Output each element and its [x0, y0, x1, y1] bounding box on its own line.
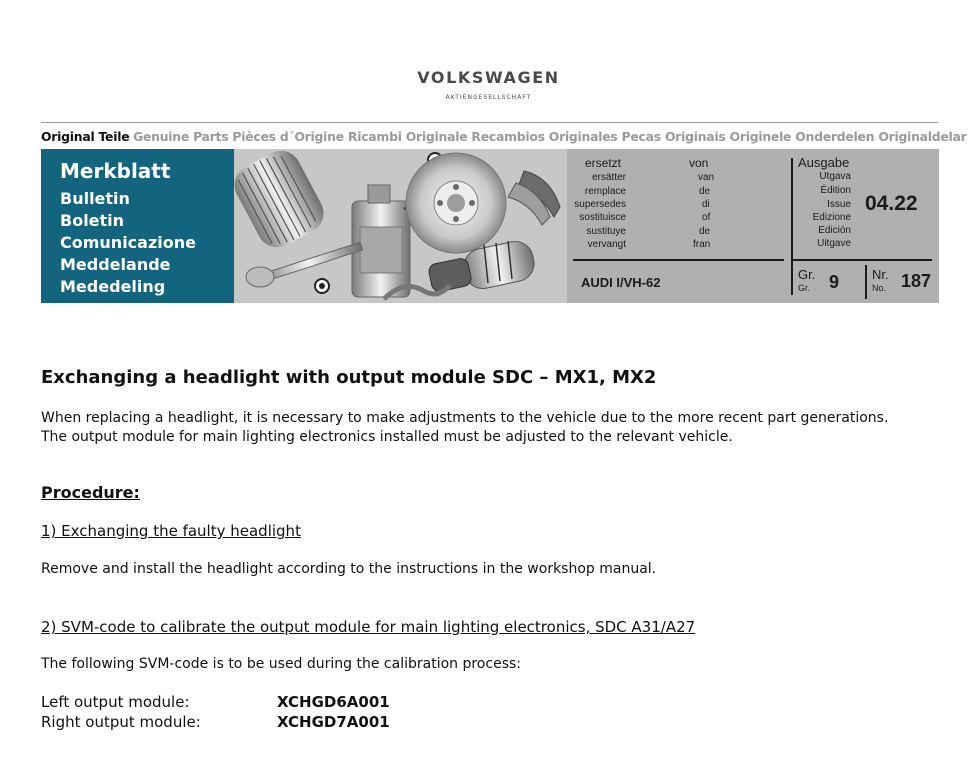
von-word: van — [698, 172, 715, 183]
bulletin-heading: Exchanging a headlight with output module SDC – MX1, MX2 — [41, 367, 657, 388]
ausgabe-word: Edición — [818, 225, 851, 236]
von-word: of — [702, 212, 711, 223]
step-2-heading: 2) SVM-code to calibrate the output module for main lighting electronics, SDC A31/A27 — [41, 618, 696, 636]
ausgabe-word: Issue — [827, 199, 851, 210]
ausgabe-word: Edizione — [812, 212, 851, 223]
ausgabe-word: Uitgave — [817, 238, 851, 249]
brand-logo-text: VOLKSWAGEN — [417, 68, 560, 87]
issue-date: 04.22 — [865, 192, 918, 215]
ausgabe-word: Utgava — [819, 171, 851, 182]
step-1-heading: 1) Exchanging the faulty headlight — [41, 522, 301, 540]
bulletin-title-nl: Mededeling — [60, 277, 166, 296]
group-divider — [865, 265, 867, 299]
bulletin-info-box — [567, 149, 939, 303]
ersetzt-label: ersetzt — [585, 156, 622, 170]
number-label: Nr. — [872, 267, 889, 282]
right-module-code: XCHGD7A001 — [277, 713, 390, 731]
intro-line-2: The output module for main lighting electronics installed must be adjusted to the relevant vehicle. — [41, 429, 733, 445]
number-label-small: No. — [872, 283, 887, 293]
bulletin-title-en: Bulletin — [60, 189, 130, 208]
von-word: di — [702, 199, 710, 210]
bulletin-reference: AUDI I/VH-62 — [581, 275, 661, 290]
lang-original: Original Teile — [41, 129, 130, 144]
step-1-text: Remove and install the headlight according to the instructions in the workshop manual. — [41, 561, 657, 577]
bulletin-title-box — [41, 149, 234, 303]
replace-word: remplace — [584, 186, 626, 197]
header-divider — [41, 122, 938, 123]
replace-word: sustituye — [586, 226, 626, 237]
lang-others: Genuine Parts Pièces d´Origine Ricambi Originale Recambios Originales Pecas Originais Originele Onderdelen Originaldelar — [133, 129, 967, 144]
von-word: fran — [693, 239, 711, 250]
von-word: de — [699, 186, 711, 197]
replace-word: vervangt — [587, 239, 626, 250]
ausgabe-label: Ausgabe — [798, 155, 850, 170]
ausgabe-word: Édition — [820, 185, 851, 196]
group-label: Gr. — [798, 267, 816, 282]
bulletin-title-sv: Meddelande — [60, 255, 171, 274]
left-module-code: XCHGD6A001 — [277, 693, 390, 711]
group-number: 9 — [829, 272, 840, 292]
group-label-small: Gr. — [798, 283, 811, 293]
parts-collage-icon — [234, 149, 567, 303]
replace-word: supersedes — [574, 199, 626, 210]
box-divider — [573, 259, 784, 261]
step-2-text: The following SVM-code is to be used during the calibration process: — [41, 656, 521, 672]
von-label: von — [689, 156, 709, 170]
von-word: de — [699, 226, 711, 237]
procedure-heading: Procedure: — [41, 483, 140, 502]
bulletin-number: 187 — [901, 271, 932, 291]
language-strip — [41, 129, 967, 144]
intro-line-1: When replacing a headlight, it is necessary to make adjustments to the vehicle due to the more recent part generations. — [41, 410, 889, 426]
box-divider-right — [791, 259, 932, 261]
left-module-label: Left output module: — [41, 693, 190, 711]
parts-illustration — [234, 149, 567, 303]
right-module-label: Right output module: — [41, 713, 201, 731]
replace-word: ersätter — [592, 172, 626, 183]
bulletin-title-it: Comunicazione — [60, 233, 196, 252]
bulletin-title-main: Merkblatt — [60, 159, 171, 183]
bulletin-title-pt: Boletin — [60, 211, 125, 230]
brand-subtitle: AKTIENGESELLSCHAFT — [445, 94, 532, 101]
replace-word: sostituisce — [579, 212, 626, 223]
